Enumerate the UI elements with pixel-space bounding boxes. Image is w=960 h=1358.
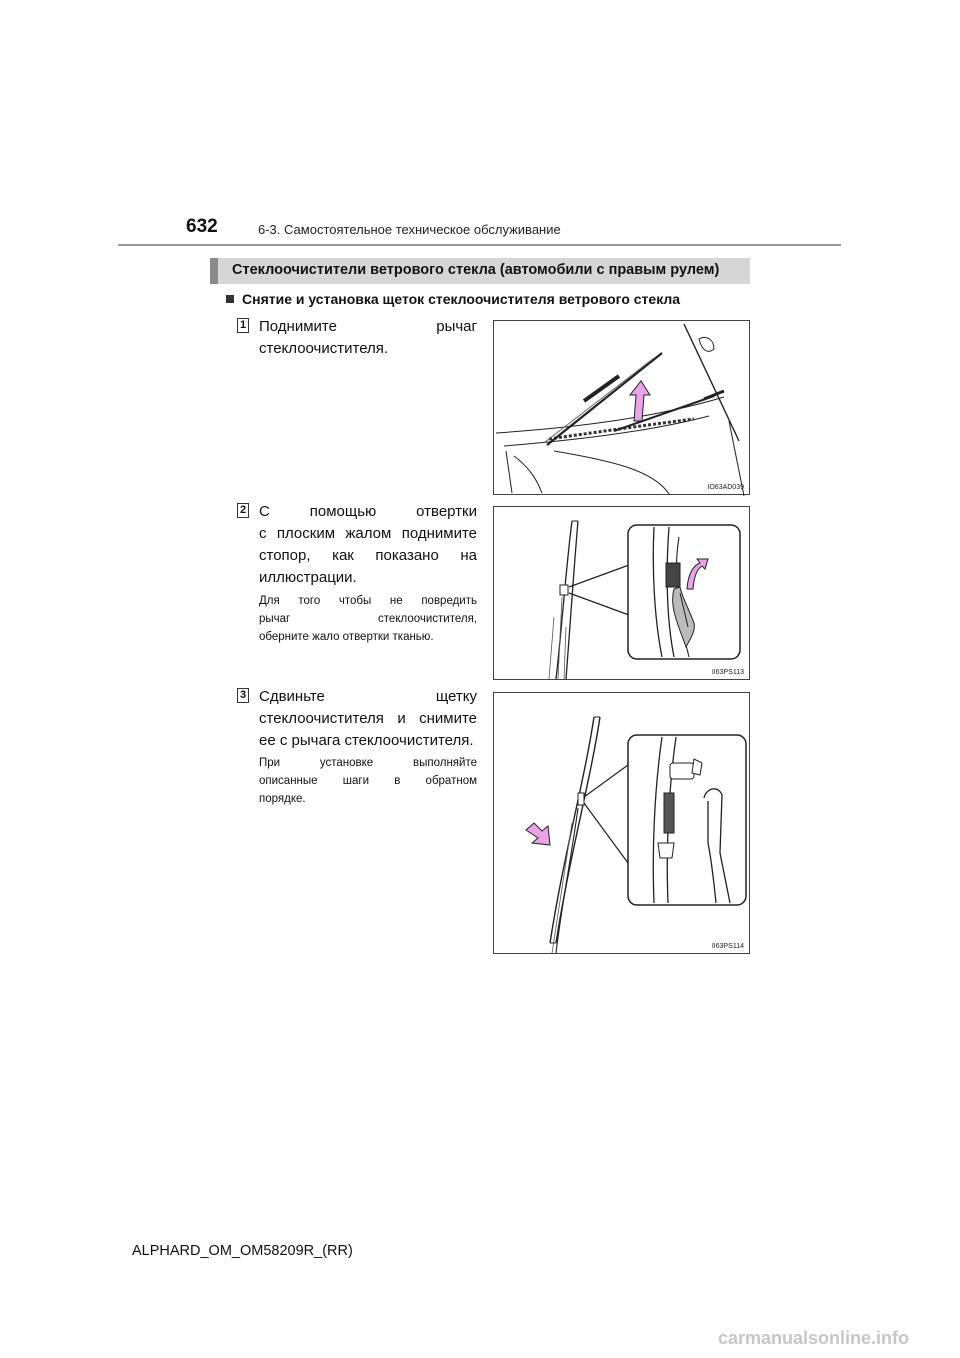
step-1-line: стеклоочистителя. xyxy=(259,340,389,357)
subheading xyxy=(226,291,680,307)
document-footer: ALPHARD_OM_OM58209R_(RR) xyxy=(132,1243,353,1259)
step-1-text xyxy=(259,316,477,360)
header-rule xyxy=(118,244,841,246)
figure-lift-wiper-arm xyxy=(493,320,750,495)
step-3-line: Сдвиньте щетку xyxy=(259,688,477,705)
step-2-text xyxy=(259,501,477,589)
step-number-1: 1 xyxy=(237,318,249,333)
step-3-note xyxy=(259,754,477,808)
step-3-note-line: При установке выполняйте xyxy=(259,757,477,769)
square-bullet-icon xyxy=(226,295,234,303)
step-3-line: ее с рычага стеклоочистителя. xyxy=(259,732,474,749)
section-header: 6-3. Самостоятельное техническое обслуживание xyxy=(258,222,561,237)
figure-slide-wiper-blade xyxy=(493,692,750,954)
step-2-note-line: Для того чтобы не повредить xyxy=(259,595,477,607)
subheading-text: Снятие и установка щеток стеклоочистителя ветрового стекла xyxy=(242,291,681,307)
step-2-line: иллюстрации. xyxy=(259,569,357,586)
step-2-note-line: оберните жало отвертки тканью. xyxy=(259,631,434,643)
step-1-line: Поднимите рычаг xyxy=(259,318,477,335)
step-2-note-line: рычаг стеклоочистителя, xyxy=(259,613,477,625)
step-2-note xyxy=(259,592,477,646)
section-title: Стеклоочистители ветрового стекла (автомобили с правым рулем) xyxy=(232,262,720,278)
page-number: 632 xyxy=(186,216,218,237)
figure-release-stopper xyxy=(493,506,750,680)
section-title-box xyxy=(210,258,750,284)
step-number-2: 2 xyxy=(237,503,249,518)
step-3-note-line: описанные шаги в обратном xyxy=(259,775,477,787)
step-2-line: с плоским жалом поднимите xyxy=(259,525,477,542)
step-2-line: стопор, как показано на xyxy=(259,547,477,564)
figure-code: IO63AD039 xyxy=(707,484,744,491)
step-number-3: 3 xyxy=(237,688,249,703)
step-3-text xyxy=(259,686,477,752)
watermark: carmanualsonline.info xyxy=(718,1328,910,1348)
step-2-line: С помощью отвертки xyxy=(259,503,477,520)
figure-code: II63PS113 xyxy=(711,669,744,676)
step-3-line: стеклоочистителя и снимите xyxy=(259,710,477,727)
step-3-note-line: порядке. xyxy=(259,793,306,805)
figure-code: II63PS114 xyxy=(711,943,744,950)
